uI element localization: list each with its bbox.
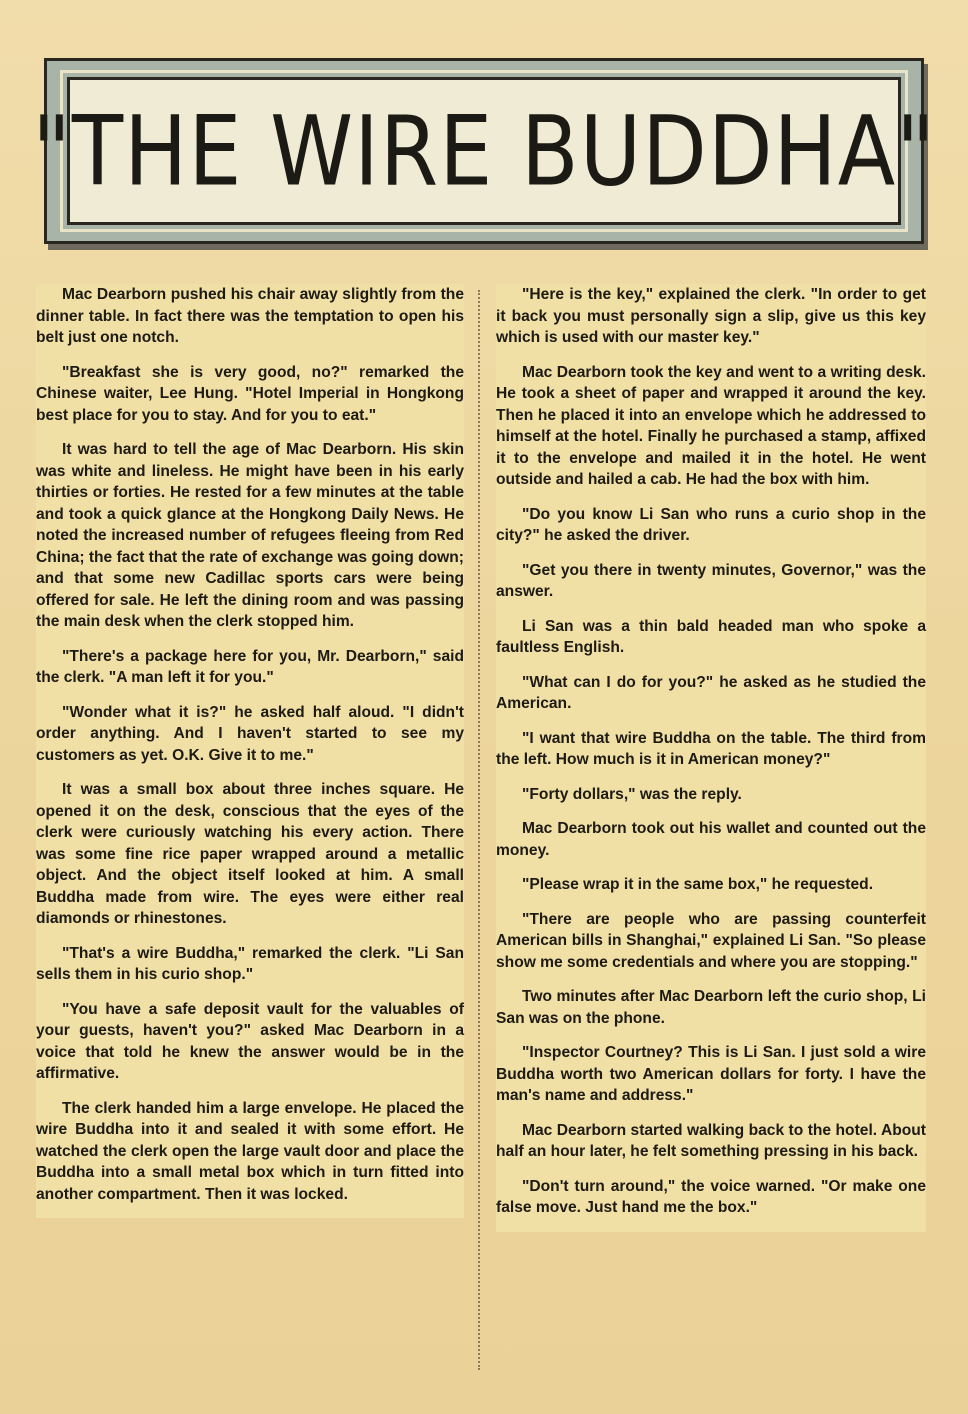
- paragraph: "Do you know Li San who runs a curio shop in the city?" he asked the driver.: [496, 505, 926, 544]
- paragraph: "I want that wire Buddha on the table. The third from the left. How much is it in American money?": [496, 729, 926, 768]
- paragraph: It was hard to tell the age of Mac Dearborn. His skin was white and lineless. He might have been in his early thirties or forties. He rested for a few minutes at the table and took a quick glance at the Hongkong Daily News. He noted the increased number of refugees fleeing from Red China; the fact that the rate of exchange was going down; and that some new Cadillac sports cars were being offered for sale. He left the dining room and was passing the main desk when the clerk stopped him.: [36, 441, 464, 630]
- paragraph: Mac Dearborn took out his wallet and counted out the money.: [496, 820, 926, 859]
- title-frame: [32, 77, 936, 225]
- paragraph: "Here is the key," explained the clerk. "In order to get it back you must personally sign a slip, give us this key which is used with our master key.": [496, 286, 926, 346]
- paragraph: "Please wrap it in the same box," he requested.: [522, 876, 874, 893]
- paragraph: Mac Dearborn pushed his chair away slightly from the dinner table. In fact there was the temptation to open his belt just one notch.: [36, 286, 464, 346]
- paragraph: "You have a safe deposit vault for the valuables of your guests, haven't you?" asked Mac Dearborn in a voice that told he knew the answer would be in the affirmative.: [36, 1000, 464, 1082]
- story-title: "THE WIRE BUDDHA": [32, 94, 936, 208]
- left-column: [36, 284, 464, 1218]
- paragraph: "There's a package here for you, Mr. Dearborn," said the clerk. "A man left it for you.": [36, 647, 464, 686]
- paragraph: Li San was a thin bald headed man who spoke a faultless English.: [496, 617, 926, 656]
- paragraph: "That's a wire Buddha," remarked the clerk. "Li San sells them in his curio shop.": [36, 944, 464, 983]
- paragraph: Mac Dearborn took the key and went to a writing desk. He took a sheet of paper and wrapped it around the key. Then he placed it into an envelope which he addressed to himself at the hotel. Finally he purchased a stamp, affixed it to the envelope and mailed it in the hotel. He went outside and hailed a cab. He had the box with him.: [496, 363, 926, 488]
- paragraph: "There are people who are passing counterfeit American bills in Shanghai," explained Li San. "So please show me some credentials and where you are stopping.": [496, 910, 926, 971]
- right-column: [496, 284, 926, 1232]
- title-banner: [32, 58, 936, 244]
- paragraph: "Wonder what it is?" he asked half aloud. "I didn't order anything. And I haven't started to see my customers as yet. O.K. Give it to me.": [36, 703, 464, 764]
- paragraph: Two minutes after Mac Dearborn left the curio shop, Li San was on the phone.: [496, 988, 926, 1027]
- paragraph: The clerk handed him a large envelope. He placed the wire Buddha into it and sealed it with some effort. He watched the clerk open the large vault door and place the Buddha into a small metal box which in turn fitted into another compartment. Then it was locked.: [36, 1099, 464, 1203]
- paragraph: It was a small box about three inches square. He opened it on the desk, conscious that the eyes of the clerk were curiously watching his every action. There was some fine rice paper wrapped around a metallic object. And the object itself looked at him. A small Buddha made from wire. The eyes were either real diamonds or rhinestones.: [36, 781, 464, 927]
- paragraph: "Forty dollars," was the reply.: [522, 785, 742, 803]
- paragraph: "Get you there in twenty minutes, Governor," was the answer.: [496, 561, 926, 600]
- paragraph: "Breakfast she is very good, no?" remarked the Chinese waiter, Lee Hung. "Hotel Imperial in Hongkong best place for you to stay. And for you to eat.": [36, 363, 464, 424]
- paragraph: Mac Dearborn started walking back to the hotel. About half an hour later, he felt something pressing in his back.: [496, 1121, 926, 1160]
- column-divider: [478, 290, 480, 1370]
- paragraph: "What can I do for you?" he asked as he studied the American.: [496, 673, 926, 712]
- paragraph: "Don't turn around," the voice warned. "Or make one false move. Just hand me the box.": [496, 1177, 926, 1216]
- paragraph: "Inspector Courtney? This is Li San. I just sold a wire Buddha worth two American dollars for forty. I have the man's name and address.": [496, 1044, 926, 1104]
